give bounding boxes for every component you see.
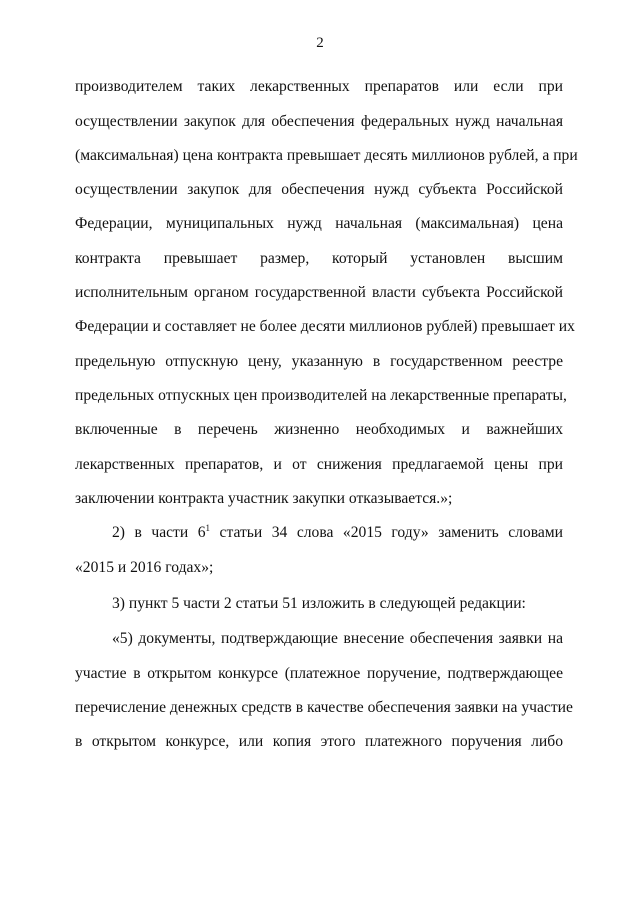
text-segment: 2) в части 6: [112, 524, 206, 541]
text-line: контракта превышает размер, который установлен высшим: [75, 250, 563, 267]
text-segment: статьи 34 слова «2015 году» заменить словами: [210, 524, 563, 541]
text-line: участие в открытом конкурсе (платежное поручение, подтверждающее: [75, 665, 563, 682]
text-line: Федерации и составляет не более десяти миллионов рублей) превышает их: [75, 318, 575, 335]
text-line: осуществлении закупок для обеспечения нужд субъекта Российской: [75, 181, 563, 198]
text-line: Федерации, муниципальных нужд начальная (максимальная) цена: [75, 215, 563, 232]
text-line: заключении контракта участник закупки отказывается.»;: [75, 490, 453, 507]
text-line: исполнительным органом государственной власти субъекта Российской: [75, 284, 563, 301]
text-line: лекарственных препаратов, и от снижения предлагаемой цены при: [75, 456, 563, 473]
text-line: в открытом конкурсе, или копия этого платежного поручения либо: [75, 733, 563, 750]
text-line: «5) документы, подтверждающие внесение обеспечения заявки на: [112, 630, 563, 647]
text-line: осуществлении закупок для обеспечения федеральных нужд начальная: [75, 113, 563, 130]
text-line: (максимальная) цена контракта превышает десять миллионов рублей, а при: [75, 147, 578, 164]
superscript: 1: [205, 522, 211, 533]
text-line: предельную отпускную цену, указанную в государственном реестре: [75, 353, 563, 370]
text-line: «2015 и 2016 годах»;: [75, 559, 214, 576]
text-line: включенные в перечень жизненно необходимых и важнейших: [75, 421, 563, 438]
text-line-amendment-3: 3) пункт 5 части 2 статьи 51 изложить в следующей редакции:: [112, 595, 526, 612]
text-line-amendment-2: [112, 523, 563, 543]
page-number: 2: [316, 35, 324, 51]
text-line: перечисление денежных средств в качестве обеспечения заявки на участие: [75, 699, 573, 716]
text-line: предельных отпускных цен производителей на лекарственные препараты,: [75, 387, 567, 404]
text-line: производителем таких лекарственных препаратов или если при: [75, 78, 563, 95]
